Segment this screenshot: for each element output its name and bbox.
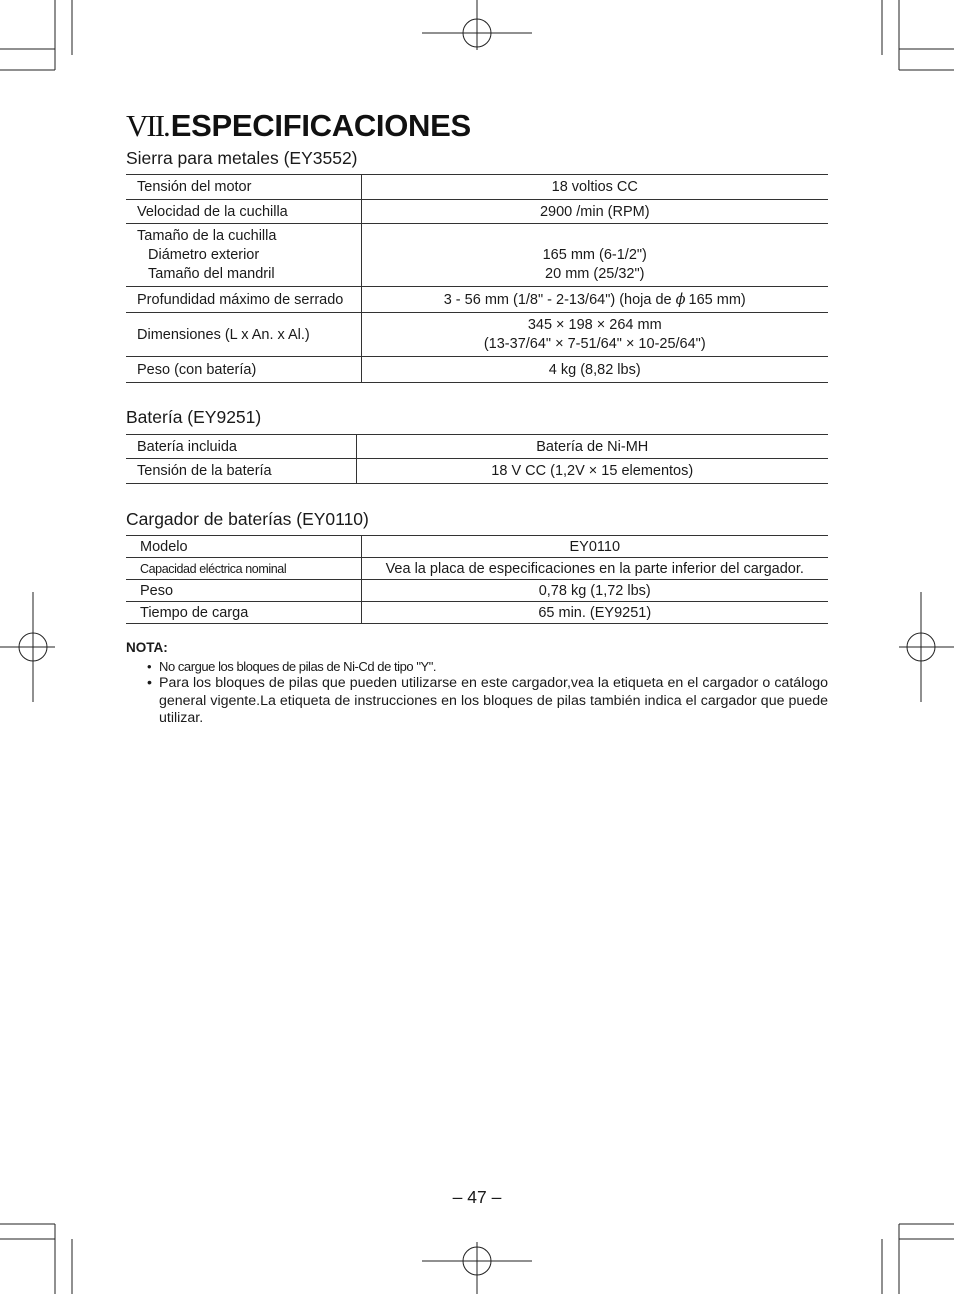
spec-value: (13-37/64" × 7-51/64" × 10-25/64") xyxy=(483,335,706,352)
spec-value-group xyxy=(361,287,828,313)
table-row xyxy=(126,287,828,313)
page-title-text: ESPECIFICACIONES xyxy=(170,108,471,143)
note-text: No cargue los bloques de pilas de Ni-Cd de tipo "Y". xyxy=(159,658,437,674)
notes-title: NOTA: xyxy=(126,640,168,655)
spec-label: Tamaño de la cuchilla xyxy=(137,227,277,244)
table-row xyxy=(126,200,828,224)
spec-label: Tiempo de carga xyxy=(126,602,361,624)
spec-value: 165 mm) xyxy=(688,291,746,308)
page-number: – 47 – xyxy=(452,1187,502,1207)
spec-value: 0,78 kg (1,72 lbs) xyxy=(361,580,828,602)
spec-value: 20 mm (25/32") xyxy=(545,265,645,282)
bullet: • xyxy=(147,658,152,674)
table-row xyxy=(126,175,828,200)
table-row xyxy=(126,602,828,624)
spec-value: 3 - 56 mm (1/8" - 2-13/64") (hoja de xyxy=(443,291,676,308)
spec-value: EY0110 xyxy=(361,536,828,558)
spec-value: 2900 /min (RPM) xyxy=(361,200,828,224)
table-row xyxy=(126,536,828,558)
table-row xyxy=(126,435,828,459)
spec-value: Vea la placa de especificaciones en la parte inferior del cargador. xyxy=(361,558,828,580)
charger-spec-table xyxy=(126,535,828,624)
table-row xyxy=(126,313,828,357)
spec-value: 18 V CC (1,2V × 15 elementos) xyxy=(356,459,828,484)
table-row xyxy=(126,580,828,602)
phi-symbol: ϕ xyxy=(675,291,686,308)
spec-label: Peso xyxy=(126,580,361,602)
spec-label: Tensión de la batería xyxy=(126,459,356,484)
note-text: Para los bloques de pilas que pueden utilizarse en este cargador,vea la etiqueta en el cargador o catálogo general vigente.La etiqueta de instrucciones en los bloques de pilas también indica el cargador que puede utilizar. xyxy=(159,675,828,726)
spec-value: 65 min. (EY9251) xyxy=(361,602,828,624)
spec-label-group xyxy=(126,224,361,287)
saw-spec-table xyxy=(126,174,828,383)
notes-block xyxy=(126,639,828,728)
spec-label: Batería incluida xyxy=(126,435,356,459)
table-row xyxy=(126,357,828,383)
spec-value: 4 kg (8,82 lbs) xyxy=(361,357,828,383)
spec-sublabel: Diámetro exterior xyxy=(148,246,260,263)
spec-value-group xyxy=(361,313,828,357)
table-row xyxy=(126,224,828,287)
list-item xyxy=(126,658,828,676)
page-title xyxy=(126,108,471,144)
table-row xyxy=(126,459,828,484)
spec-value: 165 mm (6-1/2") xyxy=(542,246,647,263)
spec-value: 345 × 198 × 264 mm xyxy=(527,316,662,333)
spec-label: Velocidad de la cuchilla xyxy=(126,200,361,224)
chapter-roman-numeral: VII. xyxy=(126,108,169,143)
spec-value-group xyxy=(361,224,828,287)
charger-section-title: Cargador de baterías (EY0110) xyxy=(126,509,369,529)
saw-section-title: Sierra para metales (EY3552) xyxy=(126,148,358,168)
spec-label: Tensión del motor xyxy=(126,175,361,200)
spec-value: 18 voltios CC xyxy=(361,175,828,200)
spec-label: Profundidad máximo de serrado xyxy=(126,287,361,313)
spec-value: Batería de Ni-MH xyxy=(356,435,828,459)
spec-label: Modelo xyxy=(126,536,361,558)
spec-sublabel: Tamaño del mandril xyxy=(148,265,275,282)
table-row xyxy=(126,558,828,580)
battery-section-title: Batería (EY9251) xyxy=(126,407,262,427)
spec-label: Peso (con batería) xyxy=(126,357,361,383)
spec-label: Dimensiones (L x An. x Al.) xyxy=(126,313,361,357)
notes-list xyxy=(126,658,828,728)
battery-spec-table xyxy=(126,434,828,484)
list-item xyxy=(126,675,828,728)
bullet: • xyxy=(147,675,152,691)
spec-label: Capacidad eléctrica nominal xyxy=(126,558,361,580)
